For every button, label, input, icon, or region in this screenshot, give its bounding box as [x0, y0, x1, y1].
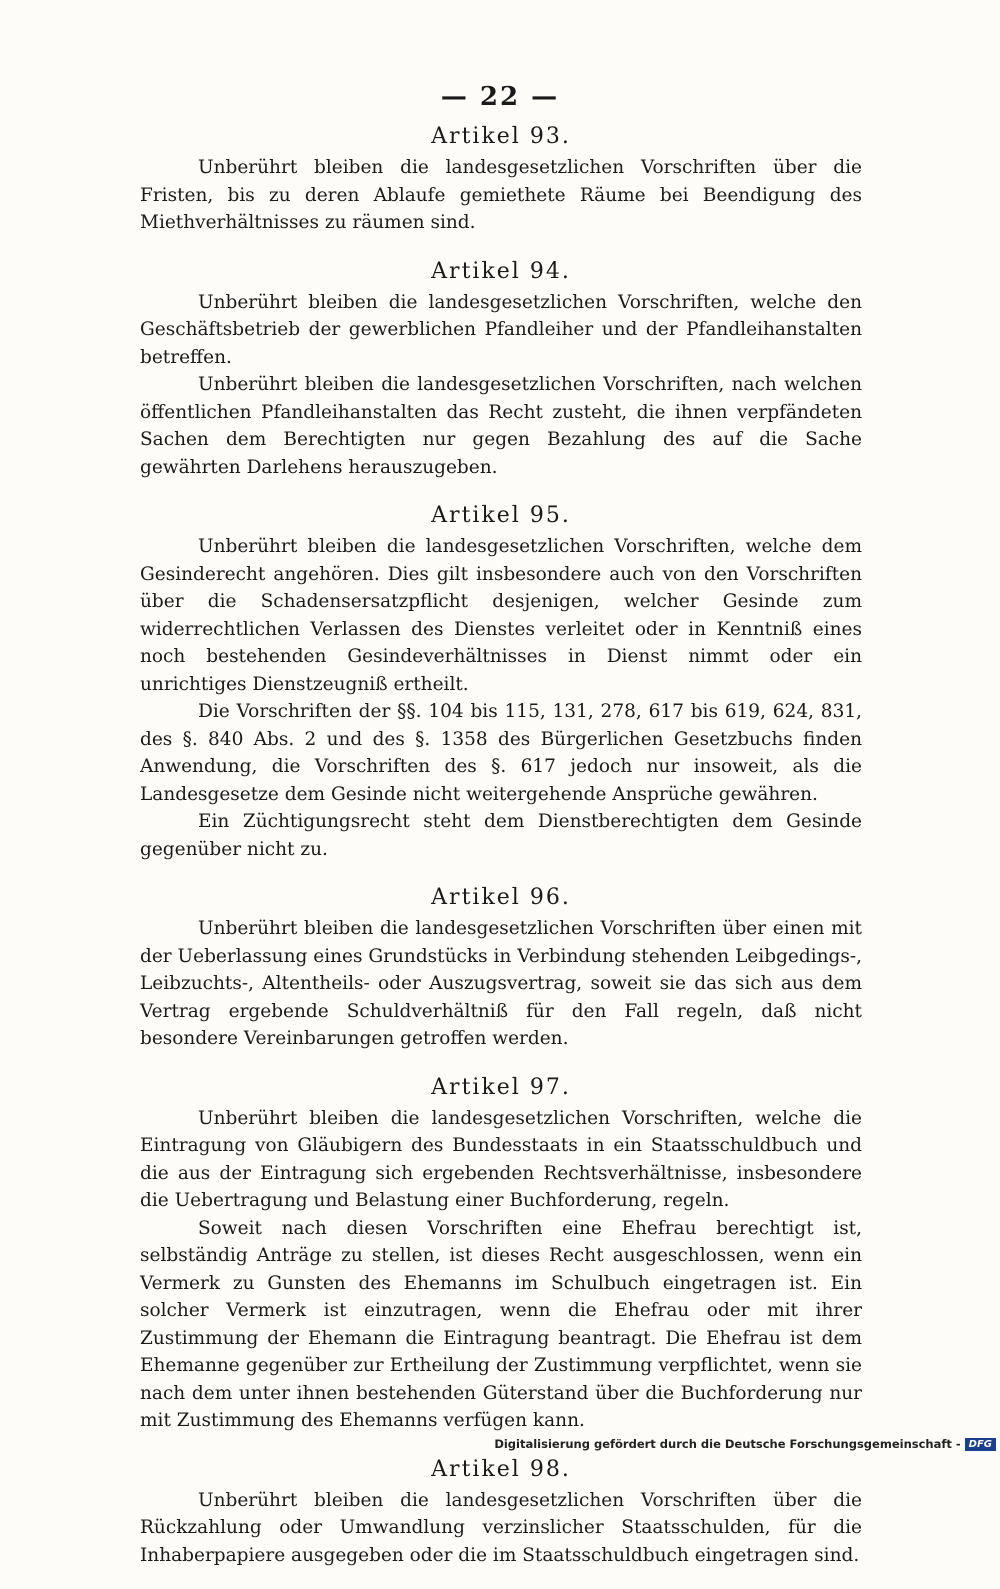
- article-paragraph: Unberührt bleiben die landesgesetzlichen Vorschriften über die Rückzahlung oder Umwandlung verzinslicher Staatsschulden, für die Inhaberpapiere ausgegeben oder die im Staatsschuldbuch eingetragen sind.: [140, 1489, 862, 1566]
- article-heading: Artikel 97.: [431, 1074, 571, 1100]
- article-paragraph: Unberührt bleiben die landesgesetzlichen Vorschriften über die Fristen, bis zu deren Ablaufe gemiethete Räume bei Beendigung des Miethverhältnisses zu räumen sind.: [140, 157, 862, 233]
- article-paragraph: Ein Züchtigungsrecht steht dem Dienstberechtigten dem Gesinde gegenüber nicht zu.: [140, 811, 862, 860]
- page-content: [140, 122, 862, 1589]
- article-paragraph: Unberührt bleiben die landesgesetzlichen Vorschriften über einen mit der Ueberlassung eines Grundstücks in Verbindung stehenden Leibgedings-, Leibzuchts-, Altentheils- oder Auszugsvertrag, soweit sie das sich aus dem Vertrag ergebende Schuldverhältniß für den Fall regeln, daß nicht besondere Vereinbarungen getroffen werden.: [140, 918, 862, 1049]
- article-paragraph: Die Vorschriften der §§. 104 bis 115, 131, 278, 617 bis 619, 624, 831, des §. 840 Abs. 2 und des §. 1358 des Bürgerlichen Gesetzbuchs finden Anwendung, die Vorschriften des §. 617 jedoch nur insoweit, als die Landesgesetze dem Gesinde nicht weitergehende Ansprüche gewähren.: [140, 701, 862, 805]
- dfg-logo: DFG: [965, 1438, 996, 1451]
- footer-text: Digitalisierung gefördert durch die Deutsche Forschungsgemeinschaft -: [494, 1437, 961, 1451]
- article-97: [140, 1073, 862, 1435]
- article-heading: Artikel 98.: [431, 1456, 571, 1482]
- article-heading: Artikel 95.: [431, 503, 571, 528]
- article-heading: Artikel 96.: [431, 885, 571, 910]
- article-98: [140, 1455, 862, 1570]
- article-95: [140, 501, 862, 863]
- article-heading: Artikel 93.: [431, 124, 571, 149]
- article-paragraph: Unberührt bleiben die landesgesetzlichen Vorschriften, nach welchen öffentlichen Pfandleihanstalten das Recht zusteht, die ihnen verpfändeten Sachen dem Berechtigten nur gegen Bezahlung des auf die Sache gewährten Darlehens herauszugeben.: [140, 374, 862, 478]
- article-93: [140, 122, 862, 237]
- article-94: [140, 257, 862, 482]
- article-paragraph: Unberührt bleiben die landesgesetzlichen Vorschriften, welche den Geschäftsbetrieb der gewerblichen Pfandleiher und der Pfandleihanstalten betreffen.: [140, 291, 862, 368]
- digitization-credit: [494, 1437, 996, 1451]
- article-96: [140, 883, 862, 1053]
- article-paragraph: Unberührt bleiben die landesgesetzlichen Vorschriften, welche die Eintragung von Gläubigern des Bundesstaats in ein Staatsschuldbuch und die aus der Eintragung sich ergebenden Rechtsverhältnisse, insbesondere die Uebertragung und Belastung einer Buchforderung, regeln.: [140, 1107, 862, 1211]
- article-heading: Artikel 94.: [431, 258, 571, 284]
- article-paragraph: Soweit nach diesen Vorschriften eine Ehefrau berechtigt ist, selbständig Anträge zu stellen, ist dieses Recht ausgeschlossen, wenn ein Vermerk zu Gunsten des Ehemanns im Schulbuch eingetragen ist. Ein solcher Vermerk ist einzutragen, wenn die Ehefrau oder mit ihrer Zustimmung der Ehemann die Eintragung beantragt. Die Ehefrau ist dem Ehemanne gegenüber zur Ertheilung der Zustimmung verpflichtet, wenn sie nach dem unter ihnen bestehenden Güterstand über die Buchforderung nur mit Zustimmung des Ehemanns verfügen kann.: [140, 1217, 862, 1431]
- article-paragraph: Unberührt bleiben die landesgesetzlichen Vorschriften, welche dem Gesinderecht angehören. Dies gilt insbesondere auch von den Vorschriften über die Schadensersatzpflicht desjenigen, welcher Gesinde zum widerrechtlichen Verlassen des Dienstes verleitet oder in Kenntniß eines noch bestehenden Gesindeverhältnisses in Dienst nimmt oder ein unrichtiges Dienstzeugniß ertheilt.: [140, 536, 862, 695]
- page-number: — 22 —: [440, 82, 560, 112]
